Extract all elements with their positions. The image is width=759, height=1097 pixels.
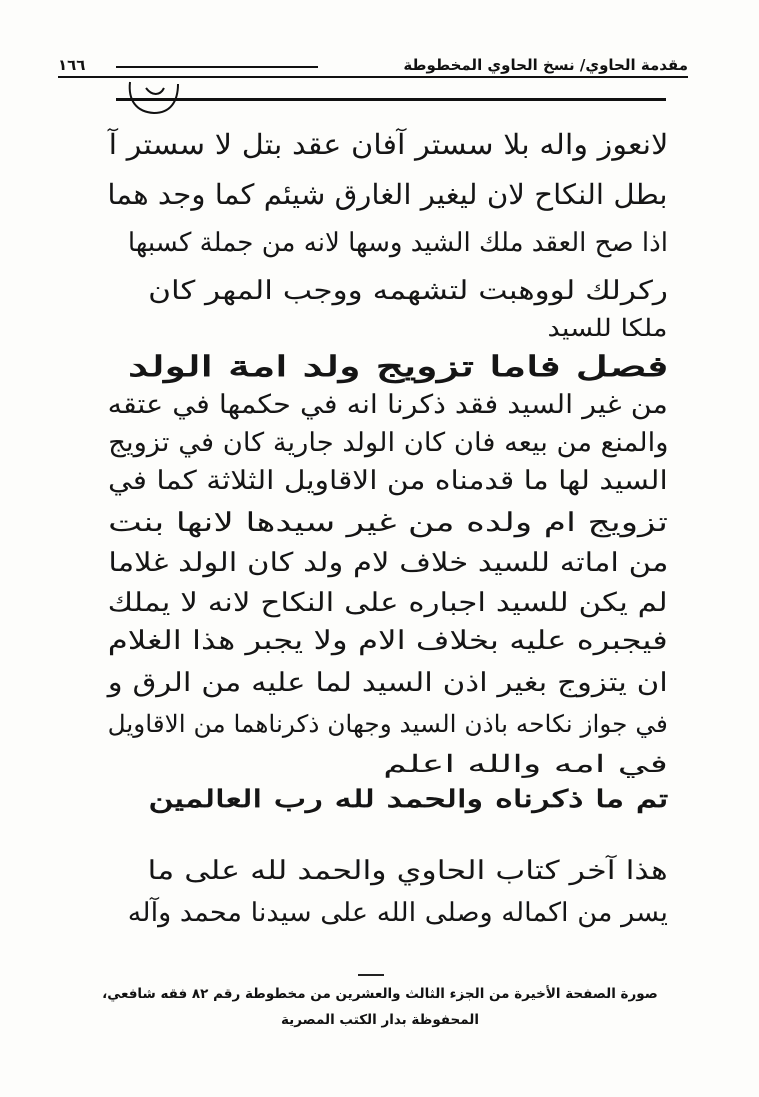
manuscript-line: يسر من اكماله وصلى الله على سيدنا محمد وآله — [127, 898, 668, 928]
manuscript-line: بطل النكاح لان ليغير الغارق شيئم كما وجد هما — [107, 178, 668, 211]
manuscript-line: في امه والله اعلم — [383, 750, 668, 778]
caption-line-2: المحفوظة بدار الكتب المصرية — [281, 1012, 479, 1028]
manuscript-line: تم ما ذكرناه والحمد لله رب العالمين — [148, 784, 668, 813]
manuscript-line: ركرلك لووهبت لتشهمه ووجب المهر كان — [148, 276, 668, 306]
caption-line-1: صورة الصفحة الأخيرة من الجزء الثالث والعشرين من مخطوطة رقم ٨٢ فقه شافعي، — [102, 986, 658, 1002]
manuscript-line: والمنع من بيعه فان كان الولد جارية كان في تزويج — [107, 428, 668, 458]
manuscript-line: لم يكن للسيد اجباره على النكاح لانه لا يملك — [107, 588, 668, 618]
manuscript-line: من غير السيد فقد ذكرنا انه في حكمها في عتقه — [107, 390, 668, 420]
caption-divider — [358, 974, 384, 976]
manuscript-line: السيد لها ما قدمناه من الاقاويل الثلاثة كما في — [108, 466, 668, 496]
manuscript-line: من اماته للسيد خلاف لام ولد كان الولد غلاما — [107, 548, 668, 578]
manuscript-line: تزويج ام ولده من غير سيدها لانها بنت — [107, 508, 668, 538]
manuscript-line: اذا صح العقد ملك الشيد وسها لانه من جملة كسبها — [127, 228, 668, 258]
manuscript-line: ملكا للسيد — [548, 314, 668, 342]
manuscript-line: ان يتزوج بغير اذن السيد لما عليه من الرق و — [107, 668, 668, 698]
manuscript-line: فصل فاما تزويج ولد امة الولد — [127, 350, 668, 383]
running-title: مقدمة الحاوي/ نسخ الحاوي المخطوطة — [403, 56, 688, 74]
manuscript-line: لانعوز واله بلا سستر آفان عقد بتل لا سستر آ — [108, 128, 668, 161]
manuscript-line: في جواز نكاحه باذن السيد وجهان ذكرناهما من الاقاويل — [107, 710, 668, 738]
manuscript-image — [96, 88, 676, 958]
running-header — [58, 54, 688, 78]
page-number: ١٦٦ — [58, 56, 86, 74]
header-underline — [58, 76, 688, 78]
manuscript-line: هذا آخر كتاب الحاوي والحمد لله على ما — [147, 856, 668, 886]
header-rule — [116, 66, 318, 68]
manuscript-top-rule — [116, 98, 666, 101]
manuscript-line: فيجبره عليه بخلاف الام ولا يجبر هذا الغلام — [107, 626, 668, 656]
